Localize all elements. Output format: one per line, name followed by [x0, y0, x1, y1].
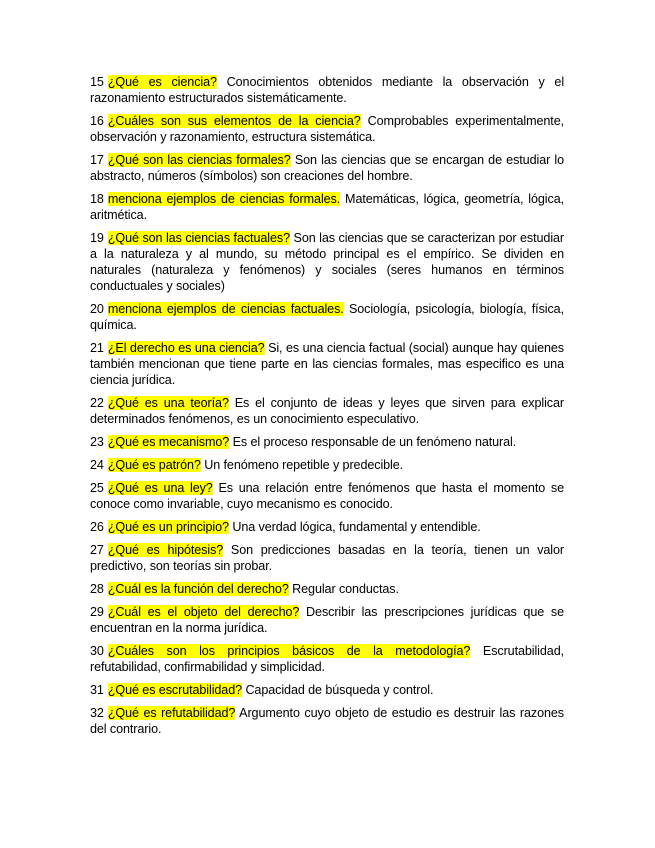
qa-item-29 [90, 604, 564, 636]
answer-text: Escrutabilidad, refutabilidad, confirmabilidad y simplicidad. [90, 644, 564, 674]
item-number: 31 [90, 683, 104, 697]
item-number: 15 [90, 75, 104, 89]
item-number: 22 [90, 396, 104, 410]
qa-item-17 [90, 152, 564, 184]
qa-item-15 [90, 74, 564, 106]
qa-item-25 [90, 480, 564, 512]
answer-text: Describir las prescripciones jurídicas que se encuentran en la norma jurídica. [90, 605, 564, 635]
qa-item-28 [90, 581, 564, 597]
item-number: 21 [90, 341, 104, 355]
answer-text: Capacidad de búsqueda y control. [245, 683, 434, 697]
highlighted-question: ¿Qué es un principio? [107, 520, 229, 534]
answer-text: Si, es una ciencia factual (social) aunque hay quienes también mencionan que tiene parte en las ciencias formales, mas especifico es una ciencia jurídica. [90, 341, 564, 387]
qa-item-22 [90, 395, 564, 427]
qa-item-27 [90, 542, 564, 574]
item-number: 17 [90, 153, 104, 167]
qa-item-32 [90, 705, 564, 737]
item-number: 18 [90, 192, 104, 206]
item-number: 23 [90, 435, 104, 449]
answer-text: Es el proceso responsable de un fenómeno natural. [232, 435, 517, 449]
qa-item-20 [90, 301, 564, 333]
answer-text: Es el conjunto de ideas y leyes que sirven para explicar determinados fenómenos, es un conocimiento especulativo. [90, 396, 564, 426]
highlighted-question: ¿Qué es mecanismo? [107, 435, 230, 449]
qa-item-24 [90, 457, 564, 473]
answer-text: Una verdad lógica, fundamental y entendible. [232, 520, 481, 534]
answer-text: Comprobables experimentalmente, observación y razonamiento, estructura sistemática. [90, 114, 565, 144]
qa-item-23 [90, 434, 564, 450]
qa-item-16 [90, 113, 564, 145]
answer-text: Un fenómeno repetible y predecible. [204, 458, 404, 472]
highlighted-question: ¿Qué es hipótesis? [107, 543, 224, 557]
qa-item-26 [90, 519, 564, 535]
highlighted-question: ¿Qué son las ciencias factuales? [107, 231, 290, 245]
item-number: 32 [90, 706, 104, 720]
item-number: 28 [90, 582, 104, 596]
qa-item-31 [90, 682, 564, 698]
highlighted-question: ¿Qué es ciencia? [107, 75, 217, 89]
item-number: 27 [90, 543, 104, 557]
qa-item-19 [90, 230, 564, 294]
item-number: 26 [90, 520, 104, 534]
answer-text: Matemáticas, lógica, geometría, lógica, aritmética. [90, 192, 564, 222]
document-page [90, 74, 564, 744]
qa-item-30 [90, 643, 564, 675]
item-number: 25 [90, 481, 104, 495]
item-number: 16 [90, 114, 104, 128]
answer-text: Sociología, psicología, biología, física, química. [90, 302, 564, 332]
highlighted-question: menciona ejemplos de ciencias formales. [107, 192, 341, 206]
highlighted-question: ¿Qué es escrutabilidad? [107, 683, 243, 697]
highlighted-question: ¿Cuál es el objeto del derecho? [107, 605, 300, 619]
item-number: 20 [90, 302, 104, 316]
answer-text: Argumento cuyo objeto de estudio es destruir las razones del contrario. [90, 706, 564, 736]
highlighted-question: ¿Cuáles son los principios básicos de la metodología? [107, 644, 471, 658]
item-number: 29 [90, 605, 104, 619]
answer-text: Conocimientos obtenidos mediante la observación y el razonamiento estructurados sistemáticamente. [90, 75, 565, 105]
item-number: 19 [90, 231, 104, 245]
qa-item-21 [90, 340, 564, 388]
answer-text: Son predicciones basadas en la teoría, tienen un valor predictivo, son teorías sin probar. [90, 543, 564, 573]
answer-text: Son las ciencias que se caracterizan por estudiar a la naturaleza y al mundo, su método principal es el empírico. Se dividen en naturales (naturaleza y fenómenos) y sociales (seres humanos en términos conductuales y sociales) [90, 231, 565, 293]
answer-text: Regular conductas. [292, 582, 399, 596]
highlighted-question: ¿Qué es patrón? [107, 458, 201, 472]
highlighted-question: menciona ejemplos de ciencias factuales. [107, 302, 344, 316]
highlighted-question: ¿El derecho es una ciencia? [107, 341, 265, 355]
highlighted-question: ¿Qué es una teoría? [107, 396, 229, 410]
answer-text: Es una relación entre fenómenos que hasta el momento se conoce como invariable, cuyo mecanismo es conocido. [90, 481, 564, 511]
answer-text: Son las ciencias que se encargan de estudiar lo abstracto, números (símbolos) son creaciones del hombre. [90, 153, 564, 183]
highlighted-question: ¿Cuáles son sus elementos de la ciencia? [107, 114, 361, 128]
highlighted-question: ¿Cuál es la función del derecho? [107, 582, 289, 596]
highlighted-question: ¿Qué es refutabilidad? [107, 706, 236, 720]
highlighted-question: ¿Qué son las ciencias formales? [107, 153, 291, 167]
item-number: 30 [90, 644, 104, 658]
qa-item-18 [90, 191, 564, 223]
highlighted-question: ¿Qué es una ley? [107, 481, 213, 495]
item-number: 24 [90, 458, 104, 472]
